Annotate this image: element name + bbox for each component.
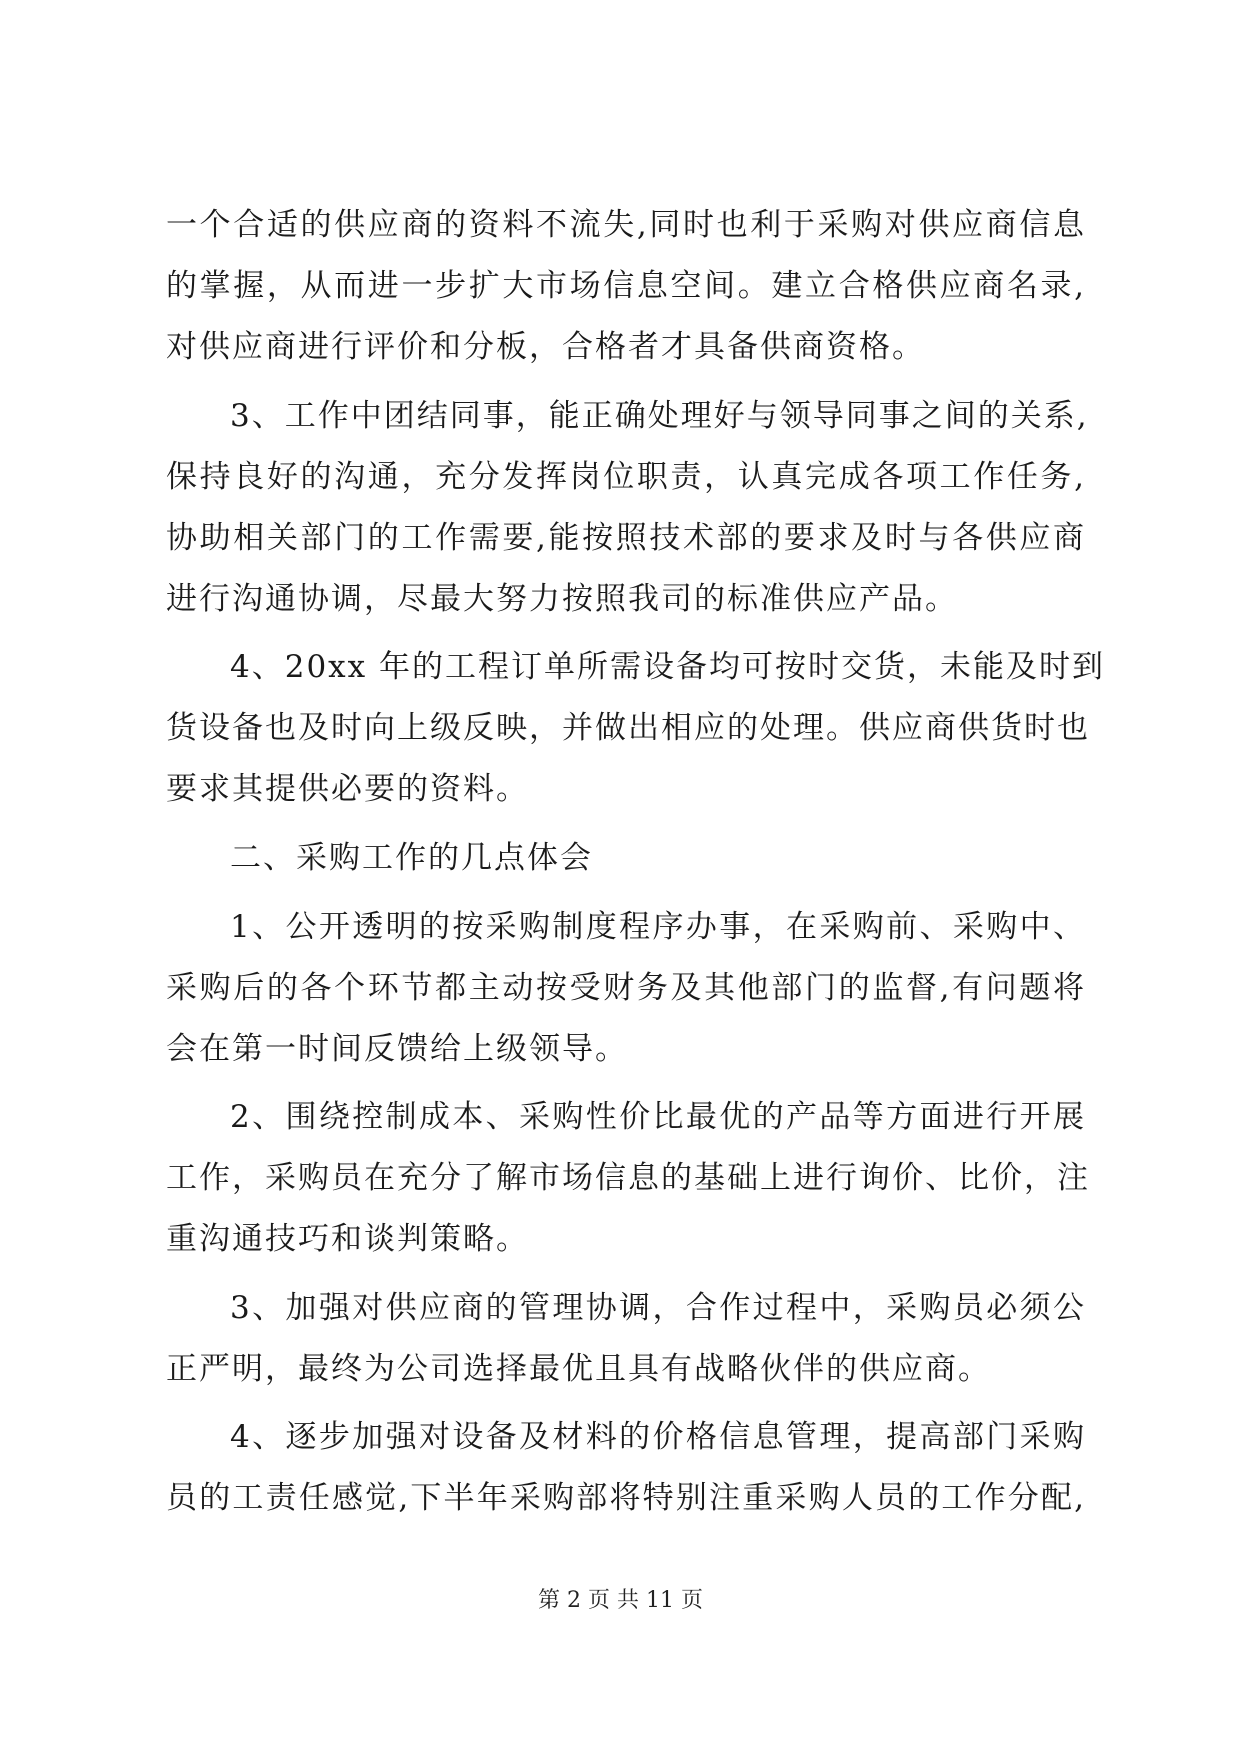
- section-heading: 二、采购工作的几点体会: [230, 840, 593, 876]
- text-line: 2、围绕控制成本、采购性价比最优的产品等方面进行开展: [230, 1099, 1086, 1135]
- text-line: 1、公开透明的按采购制度程序办事，在采购前、采购中、: [230, 909, 1086, 945]
- text-line: 货设备也及时向上级反映，并做出相应的处理。供应商供货时也: [166, 710, 1090, 746]
- text-line: 重沟通技巧和谈判策略。: [166, 1221, 529, 1257]
- text-line: 的掌握，从而进一步扩大市场信息空间。建立合格供应商名录,: [166, 268, 1086, 304]
- text-line: 员的工责任感觉,下半年采购部将特别注重采购人员的工作分配,: [166, 1480, 1086, 1516]
- text-line: 采购后的各个环节都主动按受财务及其他部门的监督,有问题将: [166, 970, 1086, 1006]
- text-line: 3、加强对供应商的管理协调，合作过程中，采购员必须公: [230, 1290, 1086, 1326]
- text-line: 3、工作中团结同事，能正确处理好与领导同事之间的关系,: [230, 398, 1089, 434]
- text-line: 4、20xx 年的工程订单所需设备均可按时交货，未能及时到: [230, 649, 1105, 685]
- text-line: 协助相关部门的工作需要,能按照技术部的要求及时与各供应商: [166, 520, 1086, 556]
- text-line: 工作，采购员在充分了解市场信息的基础上进行询价、比价，注: [166, 1160, 1090, 1196]
- text-line: 要求其提供必要的资料。: [166, 771, 529, 807]
- text-line: 保持良好的沟通，充分发挥岗位职责，认真完成各项工作任务,: [166, 459, 1086, 495]
- page-number-footer: 第 2 页 共 11 页: [538, 1588, 703, 1613]
- text-line: 会在第一时间反馈给上级领导。: [166, 1031, 628, 1067]
- text-line: 对供应商进行评价和分板，合格者才具备供商资格。: [166, 329, 925, 365]
- text-line: 4、逐步加强对设备及材料的价格信息管理，提高部门采购: [230, 1419, 1086, 1455]
- text-line: 进行沟通协调，尽最大努力按照我司的标准供应产品。: [166, 581, 958, 617]
- text-line: 正严明，最终为公司选择最优且具有战略伙伴的供应商。: [166, 1351, 991, 1387]
- text-line: 一个合适的供应商的资料不流失,同时也利于采购对供应商信息: [166, 207, 1086, 243]
